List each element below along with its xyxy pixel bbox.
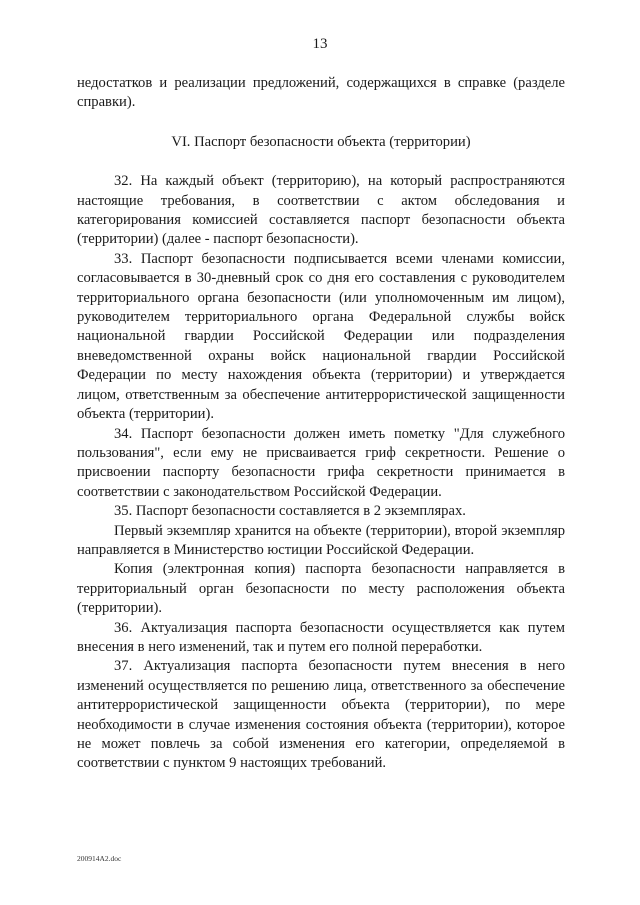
document-body	[77, 74, 565, 774]
intro-paragraph: недостатков и реализации предложений, содержащихся в справке (разделе справки).	[77, 75, 565, 111]
paragraph-33: 33. Паспорт безопасности подписывается всеми членами комиссии, согласовывается в 30-дневный срок со дня его составления с руководителем территориального органа безопасности (или уполномоченным им лицом), руководителем территориального органа Федеральной службы войск национальной гвардии Российской Федерации или подразделения вневедомственной охраны войск национальной гвардии Российской Федерации по месту нахождения объекта (территории) и утверждается лицом, ответственным за обеспечение антитеррористической защищенности объекта (территории).	[77, 250, 565, 423]
paragraph-37: 37. Актуализация паспорта безопасности путем внесения в него изменений осуществляется по решению лица, ответственного за обеспечение антитеррористической защищенности объекта (территории), по мере необходимости в случае изменения состояния объекта (территории), которое не может повлечь за собой изменения его категории, определяемой в соответствии с пунктом 9 настоящих требований.	[77, 658, 565, 772]
footer-file-code: 200914A2.doc	[77, 854, 122, 863]
paragraph-35-first-copy: Первый экземпляр хранится на объекте (территории), второй экземпляр направляется в Министерство юстиции Российской Федерации.	[77, 522, 565, 558]
paragraph-34: 34. Паспорт безопасности должен иметь пометку "Для служебного пользования", если ему не присваивается гриф секретности. Решение о присвоении паспорту безопасности грифа секретности принимается в соответствии с законодательством Российской Федерации.	[77, 425, 565, 500]
section-title: VI. Паспорт безопасности объекта (территории)	[171, 133, 471, 150]
paragraph-32: 32. На каждый объект (территорию), на который распространяются настоящие требования, в соответствии с актом обследования и категорирования комиссией составляется паспорт безопасности объекта (территории) (далее - паспорт безопасности).	[77, 173, 565, 248]
paragraph-35: 35. Паспорт безопасности составляется в 2 экземплярах.	[114, 503, 466, 520]
paragraph-35-electronic-copy: Копия (электронная копия) паспорта безопасности направляется в территориальный орган безопасности по месту расположения объекта (территории).	[77, 561, 565, 617]
paragraph-36: 36. Актуализация паспорта безопасности осуществляется как путем внесения в него изменений, так и путем его полной переработки.	[77, 619, 565, 655]
page-number: 13	[312, 36, 328, 52]
